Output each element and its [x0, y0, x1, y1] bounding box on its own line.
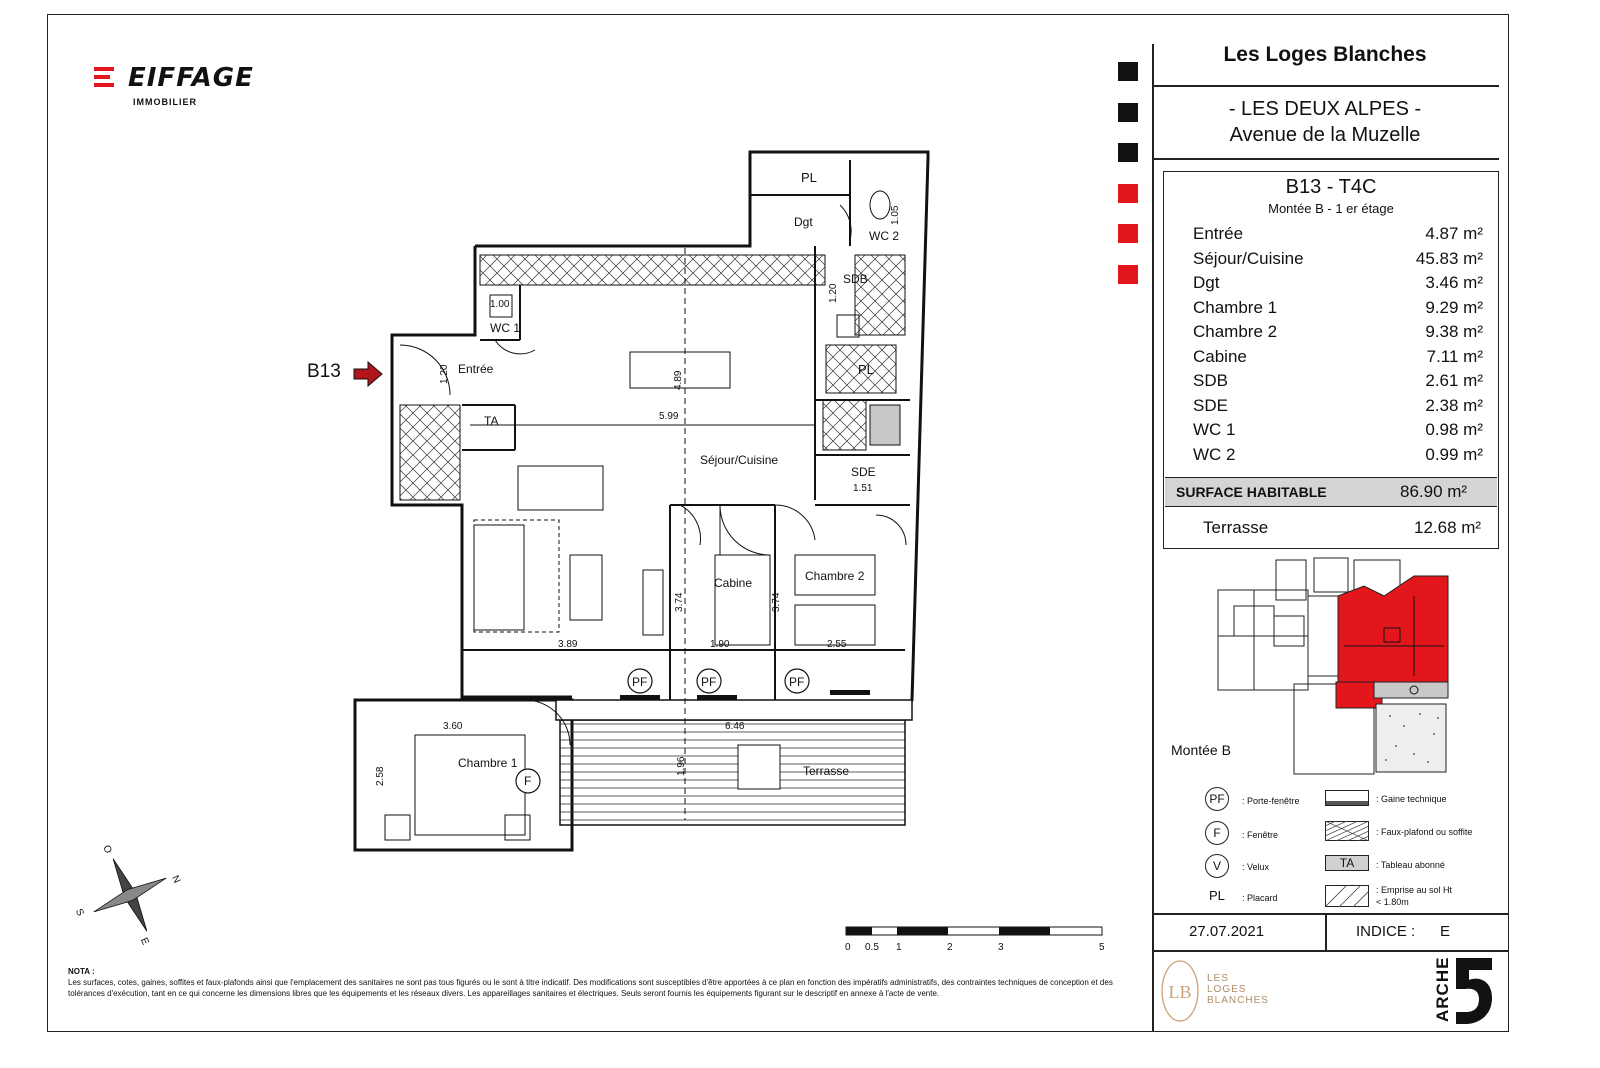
- legend-symbol: PL: [1209, 888, 1225, 903]
- plan-label-chambre1: Chambre 1: [458, 756, 518, 770]
- marker-square: [1118, 184, 1138, 203]
- project-city: - LES DEUX ALPES -: [1228, 98, 1422, 120]
- brand2-line2: LOGES: [1207, 984, 1247, 995]
- room-row: [1193, 394, 1483, 419]
- marker-square: [1118, 224, 1138, 243]
- compass-o: O: [100, 843, 114, 856]
- room-row: [1193, 369, 1483, 394]
- room-area: 3.46 m²: [1425, 273, 1483, 292]
- dim-6-46: 6.46: [725, 721, 745, 732]
- plan-label-ta: TA: [484, 414, 499, 428]
- scale-label: 1: [896, 942, 902, 953]
- keyplan-label: Montée B: [1171, 742, 1231, 758]
- room-area: 45.83 m²: [1415, 248, 1483, 268]
- scale-bar: [845, 926, 1107, 938]
- marker-square: [1118, 265, 1138, 284]
- room-name: Dgt: [1193, 273, 1220, 292]
- terrace-label: Terrasse: [1203, 518, 1269, 537]
- room-row: [1193, 418, 1483, 443]
- legend-label: : Emprise au sol Ht < 1.80m: [1376, 885, 1453, 907]
- dim-2-55: 2.55: [827, 639, 847, 650]
- room-area: 7.11 m²: [1426, 346, 1483, 366]
- legend-symbol: PF: [1205, 787, 1229, 811]
- legend-label: : Tableau abonné: [1376, 860, 1445, 870]
- dim-3-60: 3.60: [443, 721, 463, 732]
- plan-label-entree: Entrée: [458, 362, 494, 376]
- panel-rule: [1152, 85, 1499, 87]
- nota-text: Les surfaces, cotes, gaines, soffites et faux-plafonds ainsi que l'emplacement des sanitaires ne sont pas tous figurés ou le sont à titre indicatif. Des modifications sont susceptibles d'être apportées à ce plan en fonction des impératifs administratifs, des contraintes techniques de conception et des tolérances d'exécution, tant en ce qui concerne les dimensions libres que les équipements et les réseaux divers. Les appareillages sanitaires et électriques. Seuls seront fournis les équipements figurant sur le descriptif en annexe à l'acte de vente.: [68, 978, 1113, 998]
- dim-1-96: 1.96: [676, 756, 687, 776]
- plan-label-pl: PL: [801, 170, 817, 185]
- gaine-technique-icon: [1325, 790, 1369, 806]
- dim-1-90: 1.90: [710, 639, 730, 650]
- room-name: SDB: [1193, 371, 1228, 390]
- room-name: Cabine: [1193, 346, 1247, 366]
- panel-divider: [1152, 44, 1154, 1032]
- legend-label: : Faux-plafond ou soffite: [1376, 827, 1473, 837]
- legend-symbol-ta: TA: [1325, 855, 1369, 871]
- room-name: Entrée: [1193, 224, 1244, 243]
- room-name: WC 1: [1193, 420, 1236, 439]
- compass-e: E: [137, 936, 151, 947]
- loges-blanches-logo-icon: [1160, 958, 1200, 1024]
- legend-label: : Gaine technique: [1376, 794, 1447, 804]
- nota-block: [68, 966, 1113, 999]
- panel-rule: [1152, 158, 1499, 160]
- dim-3-89: 3.89: [558, 639, 578, 650]
- marker-square: [1118, 103, 1138, 122]
- legend-symbol: V: [1205, 854, 1229, 878]
- plan-label-sde: SDE: [851, 465, 876, 479]
- panel-rule: [1325, 913, 1327, 950]
- logo-monogram: LB: [1168, 982, 1192, 1002]
- room-row: [1193, 296, 1483, 321]
- plan-date: 27.07.2021: [1189, 923, 1265, 940]
- plan-label-wc1: WC 1: [490, 321, 520, 335]
- unit-tag: B13: [307, 361, 341, 382]
- legend-label: : Placard: [1242, 893, 1278, 903]
- floor-plan: [340, 140, 940, 860]
- room-area: 2.61 m²: [1425, 371, 1483, 390]
- company-logo-sub: IMMOBILIER: [133, 97, 197, 107]
- room-area: 9.29 m²: [1425, 297, 1483, 317]
- room-name: Séjour/Cuisine: [1193, 248, 1304, 268]
- room-area: 4.87 m²: [1425, 224, 1483, 243]
- brand2-text: [1207, 973, 1269, 1006]
- panel-rule: [1152, 913, 1508, 915]
- indice-value: E: [1440, 923, 1451, 940]
- project-name: Les Loges Blanches: [1223, 43, 1427, 66]
- surface-total-label: SURFACE HABITABLE: [1176, 484, 1327, 500]
- room-name: Chambre 2: [1193, 322, 1278, 341]
- marker-square: [1118, 143, 1138, 162]
- plan-label-wc2: WC 2: [869, 229, 899, 243]
- room-name: SDE: [1193, 395, 1228, 415]
- room-row: [1193, 247, 1483, 272]
- faux-plafond-icon: [1325, 821, 1369, 841]
- f-label: F: [524, 774, 532, 788]
- scale-label: 3: [998, 942, 1004, 953]
- room-area: 0.99 m²: [1425, 444, 1483, 464]
- room-row: [1193, 271, 1483, 296]
- dim-1-20-entree: 1.20: [439, 364, 450, 384]
- emprise-icon: [1325, 885, 1369, 907]
- brand2-line1: LES: [1207, 973, 1229, 984]
- room-name: WC 2: [1193, 444, 1236, 464]
- compass-n: N: [169, 873, 183, 886]
- room-row: [1193, 320, 1483, 345]
- plan-label-chambre2: Chambre 2: [805, 569, 865, 583]
- room-list: [1193, 222, 1483, 467]
- architect-name: ARCHE: [1433, 956, 1452, 1022]
- terrace-value: 12.68 m²: [1414, 518, 1482, 537]
- scale-label: 2: [947, 942, 953, 953]
- project-street: Avenue de la Muzelle: [1229, 124, 1421, 146]
- room-area: 9.38 m²: [1425, 322, 1483, 341]
- surface-total-value: 86.90 m²: [1400, 482, 1468, 501]
- brand2-line3: BLANCHES: [1207, 995, 1269, 1006]
- scale-label: 0.5: [865, 942, 879, 953]
- pf-label: PF: [701, 675, 717, 689]
- apartment-subtitle: Montée B - 1 er étage: [1268, 201, 1394, 216]
- panel-rule: [1152, 950, 1508, 952]
- dim-5-99: 5.99: [659, 411, 679, 422]
- plan-label-dgt: Dgt: [794, 215, 813, 229]
- scale-label: 0: [845, 942, 851, 953]
- marker-square: [1118, 62, 1138, 81]
- plan-label-pl2: PL: [858, 362, 874, 377]
- scale-label: 5: [1099, 942, 1105, 953]
- dim-1-51: 1.51: [853, 483, 873, 494]
- legend-label: : Velux: [1242, 862, 1270, 872]
- compass-rose-icon: [70, 840, 190, 950]
- legend-label: : Porte-fenêtre: [1242, 796, 1300, 806]
- room-row: [1193, 345, 1483, 370]
- arche5-logo-icon: [1452, 958, 1494, 1024]
- dim-4-89: 4.89: [673, 370, 684, 390]
- indice-label: INDICE :: [1356, 923, 1416, 940]
- eiffage-logo-icon: [94, 66, 116, 88]
- pf-label: PF: [632, 675, 648, 689]
- dim-2-58: 2.58: [375, 766, 386, 786]
- room-row: [1193, 443, 1483, 468]
- plan-label-terrasse: Terrasse: [803, 764, 850, 778]
- dim-1-00: 1.00: [490, 299, 510, 310]
- room-row: [1193, 222, 1483, 247]
- room-area: 2.38 m²: [1425, 395, 1483, 415]
- plan-label-cabine: Cabine: [714, 576, 753, 590]
- dim-1-20-sdb: 1.20: [828, 283, 839, 303]
- plan-label-sejour: Séjour/Cuisine: [700, 453, 779, 467]
- dim-1-05: 1.05: [890, 205, 901, 225]
- compass-s: S: [72, 907, 86, 918]
- legend-symbol: F: [1205, 821, 1229, 845]
- legend-label: : Fenêtre: [1242, 830, 1279, 840]
- company-logo-text: EIFFAGE: [128, 63, 254, 93]
- pf-label: PF: [789, 675, 805, 689]
- apartment-title: B13 - T4C: [1285, 176, 1377, 198]
- nota-title: NOTA :: [68, 967, 95, 976]
- dim-3-74-cabine: 3.74: [674, 592, 685, 612]
- room-name: Chambre 1: [1193, 297, 1278, 317]
- project-address: [1160, 96, 1490, 148]
- dim-3-74-chambre2: 3.74: [771, 592, 782, 612]
- room-area: 0.98 m²: [1425, 420, 1483, 439]
- key-plan: [1214, 556, 1454, 778]
- plan-label-sdb: SDB: [843, 272, 868, 286]
